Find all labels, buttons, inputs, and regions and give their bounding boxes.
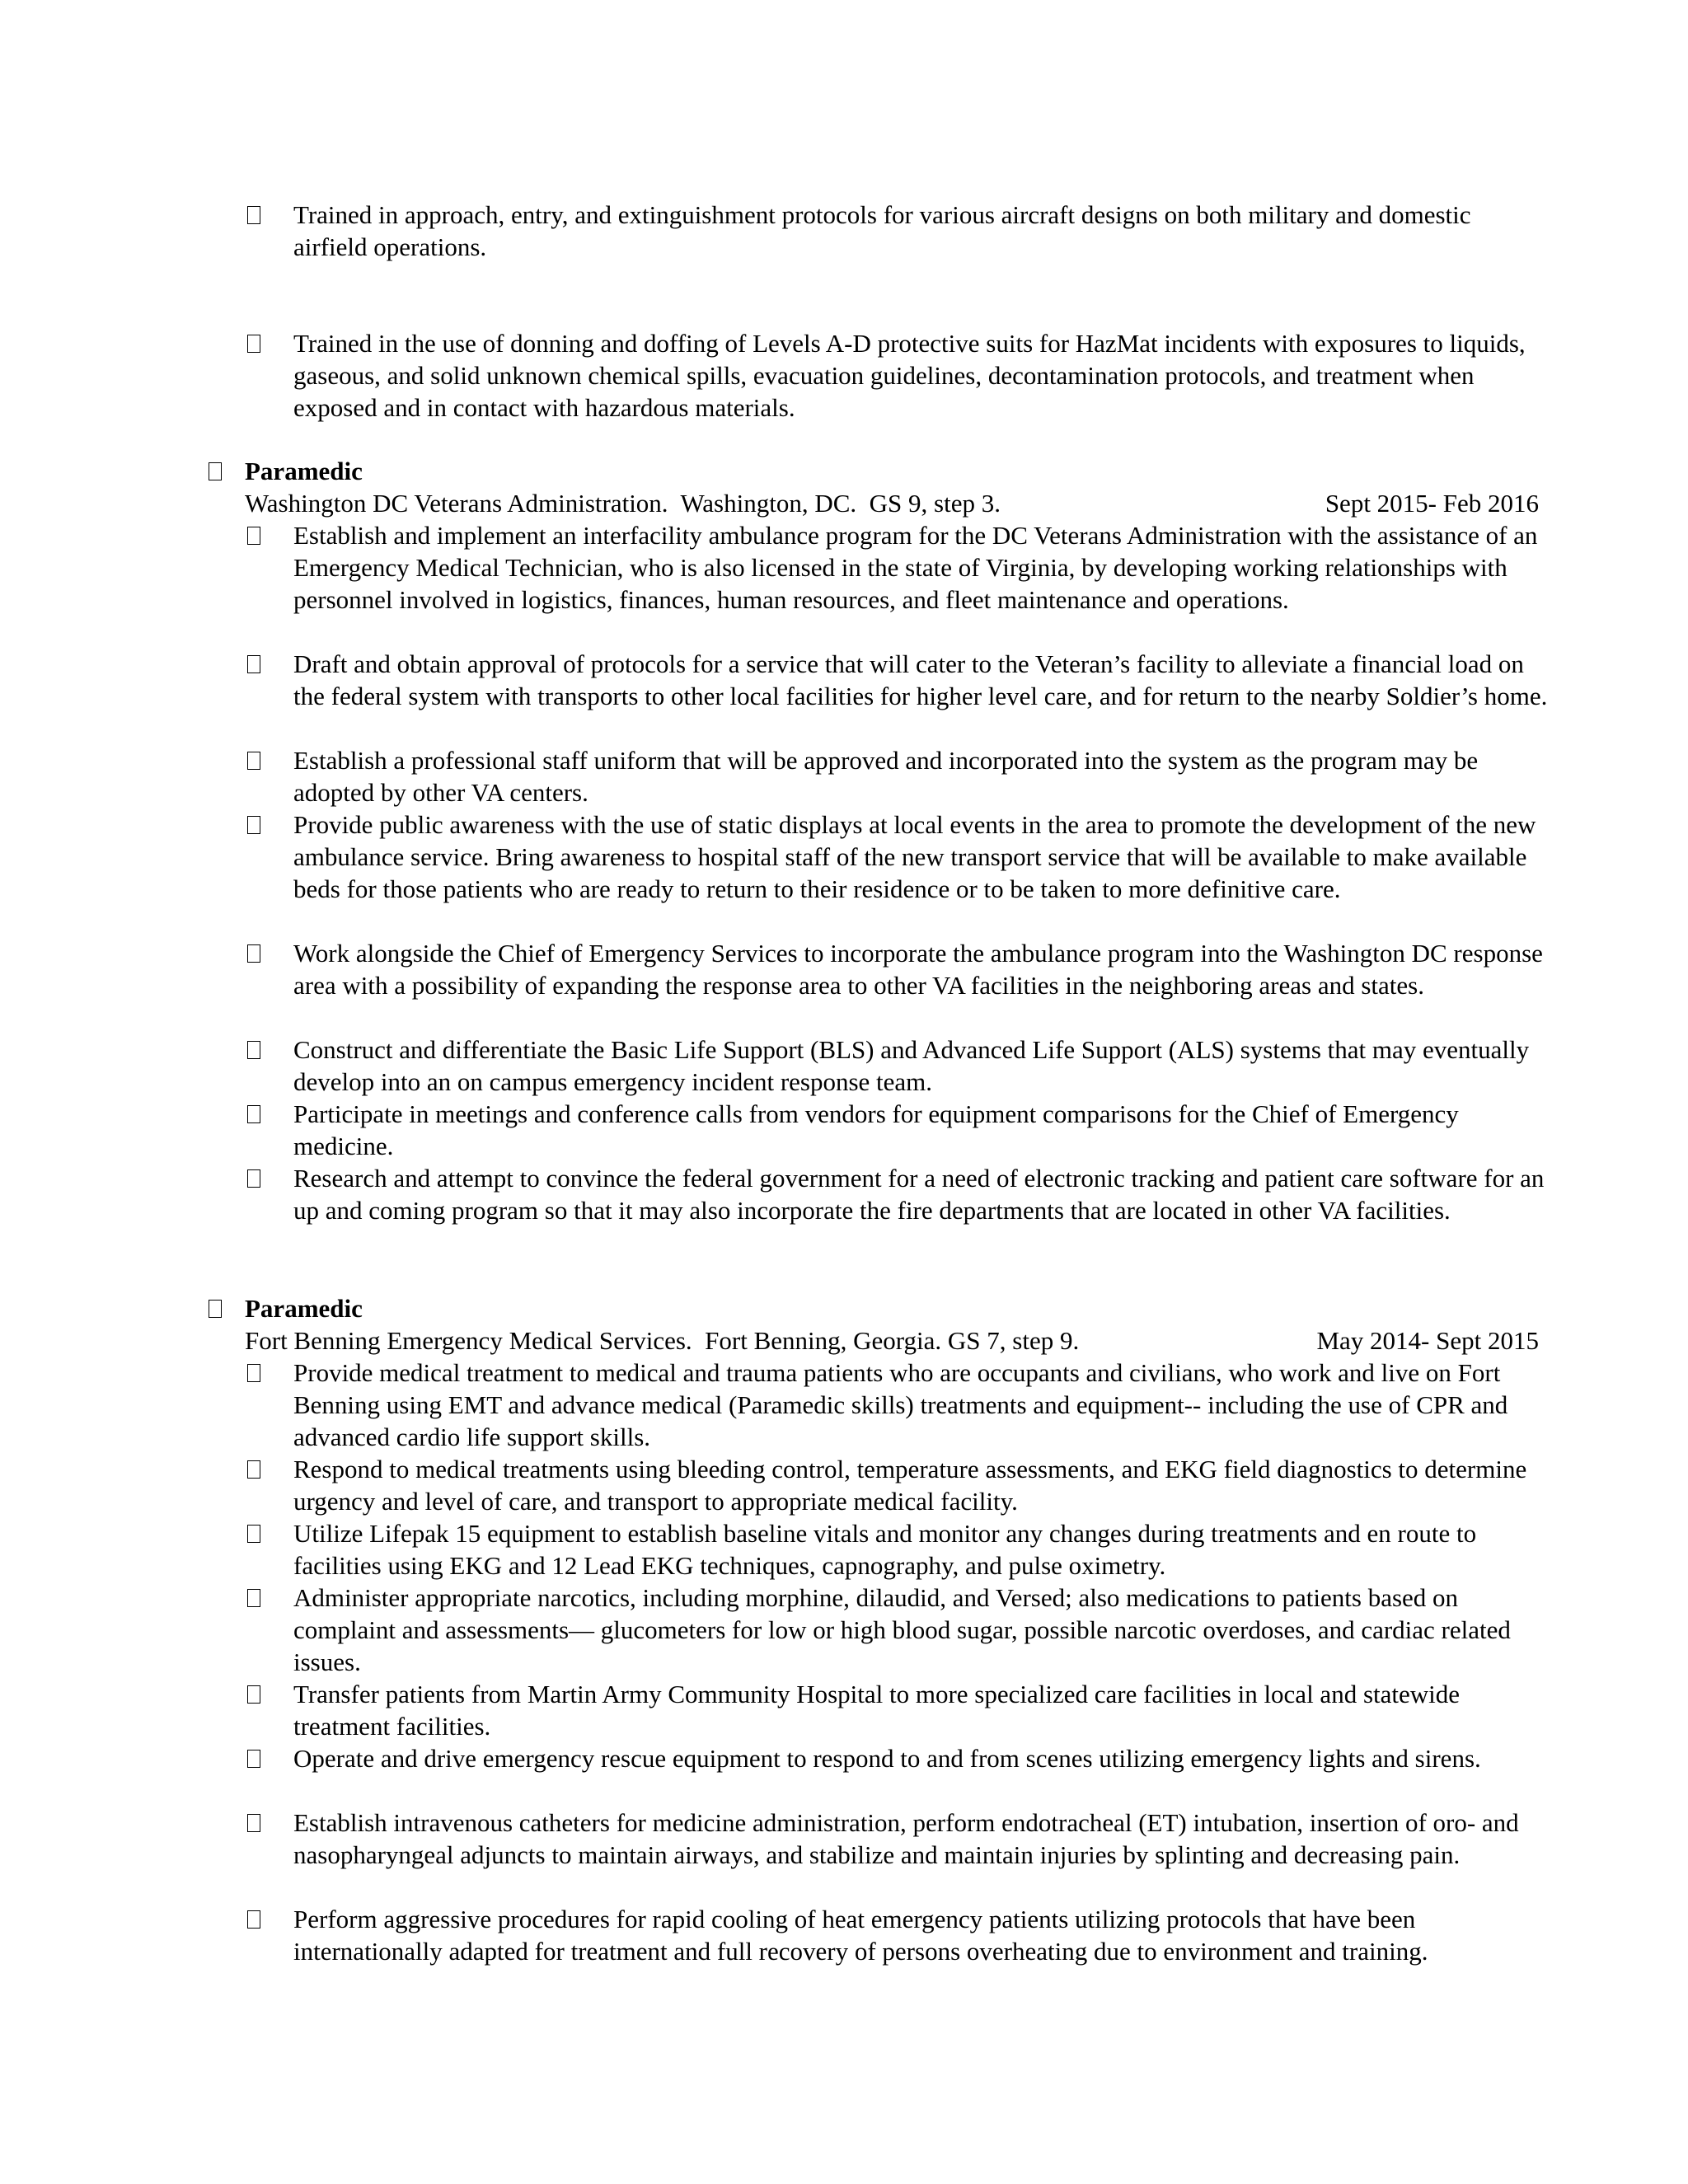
bullet-text: Administer appropriate narcotics, including morphine, dilaudid, and Versed; also medications to patients based on complaint and assessments— glucometers for low or high blood sugar, possible narcotic overdoses, and cardiac related issues. <box>293 1583 1511 1676</box>
bullet-text: Draft and obtain approval of protocols for a service that will cater to the Veteran’s facility to alleviate a financial load on the federal system with transports to other local facilities for higher level care, and for return to the nearby Soldier’s home. <box>293 649 1548 710</box>
list-item <box>247 808 1550 905</box>
list-item <box>247 1098 1550 1162</box>
list-item <box>247 519 1550 616</box>
job-title-row <box>209 1292 1552 1324</box>
employer-text: Washington DC Veterans Administration. Washington, DC. GS 9, step 3. <box>245 489 1001 518</box>
bullet-text: Establish a professional staff uniform that will be approved and incorporated into the system as the program may be adopted by other VA centers. <box>293 746 1479 807</box>
bullet-icon <box>247 944 260 963</box>
list-item <box>247 1678 1550 1742</box>
bullet-icon <box>247 1685 260 1704</box>
list-item <box>247 937 1550 1001</box>
list-item <box>247 1582 1550 1678</box>
bullet-icon <box>247 1364 260 1382</box>
list-item <box>247 327 1550 424</box>
bullet-icon <box>247 527 260 545</box>
list-item <box>247 1453 1550 1517</box>
bullet-icon <box>247 335 260 353</box>
list-item <box>247 1742 1550 1774</box>
list-item <box>247 744 1550 808</box>
bullet-icon <box>247 1460 260 1479</box>
bullet-text: Operate and drive emergency rescue equipment to respond to and from scenes utilizing emergency lights and sirens. <box>293 1744 1481 1773</box>
bullet-icon <box>247 1525 260 1543</box>
list-item <box>247 1903 1550 1967</box>
bullet-icon <box>247 1589 260 1607</box>
bullet-icon <box>247 1041 260 1059</box>
bullet-text: Perform aggressive procedures for rapid cooling of heat emergency patients utilizing protocols that have been internationally adapted for treatment and full recovery of persons overheating due to environment and training. <box>293 1905 1428 1966</box>
job-title: Paramedic <box>245 457 363 485</box>
bullet-text: Transfer patients from Martin Army Community Hospital to more specialized care facilities in local and statewide treatment facilities. <box>293 1680 1461 1741</box>
list-item <box>247 1357 1550 1453</box>
bullet-text: Research and attempt to convince the federal government for a need of electronic tracking and patient care software for an up and coming program so that it may also incorporate the fire departments that are located in other VA facilities. <box>293 1164 1545 1225</box>
list-item <box>247 1162 1550 1226</box>
employer-row <box>245 487 1539 519</box>
bullet-icon <box>247 1910 260 1929</box>
bullet-text: Provide medical treatment to medical and trauma patients who are occupants and civilians, who work and live on Fort Benning using EMT and advance medical (Paramedic skills) treatments and equipment-- including the use of CPR and advanced cardio life support skills. <box>293 1358 1508 1451</box>
list-item <box>247 648 1550 712</box>
bullet-text: Work alongside the Chief of Emergency Services to incorporate the ambulance program into the Washington DC response area with a possibility of expanding the response area to other VA facilities in the neighboring areas and states. <box>293 939 1543 1000</box>
bullet-text: Respond to medical treatments using bleeding control, temperature assessments, and EKG field diagnostics to determine urgency and level of care, and transport to appropriate medical facility. <box>293 1455 1527 1516</box>
bullet-text: Provide public awareness with the use of static displays at local events in the area to promote the development of the new ambulance service. Bring awareness to hospital staff of the new transport service that will be available to make available beds for those patients who are ready to return to their residence or to be taken to more definitive care. <box>293 810 1536 903</box>
employment-dates: Sept 2015- Feb 2016 <box>1325 489 1539 518</box>
employer-text: Fort Benning Emergency Medical Services. Fort Benning, Georgia. GS 7, step 9. <box>245 1326 1080 1355</box>
section-bullet-icon <box>209 462 222 480</box>
bullet-text: Utilize Lifepak 15 equipment to establish baseline vitals and monitor any changes during treatments and en route to facilities using EKG and 12 Lead EKG techniques, capnography, and pulse oximetry. <box>293 1519 1477 1580</box>
bullet-icon <box>247 1169 260 1188</box>
section-bullet-icon <box>209 1300 222 1318</box>
bullet-text: Establish and implement an interfacility ambulance program for the DC Veterans Administration with the assistance of an Emergency Medical Technician, who is also licensed in the state of Virginia, by developing working relationships with personnel involved in logistics, finances, human resources, and fleet maintenance and operations. <box>293 521 1538 614</box>
job-title-row <box>209 455 1552 487</box>
bullet-text: Construct and differentiate the Basic Life Support (BLS) and Advanced Life Support (ALS) systems that may eventually develop into an on campus emergency incident response team. <box>293 1035 1530 1096</box>
employment-dates: May 2014- Sept 2015 <box>1316 1326 1539 1355</box>
list-item <box>247 1517 1550 1582</box>
bullet-icon <box>247 1814 260 1832</box>
bullet-icon <box>247 816 260 834</box>
bullet-icon <box>247 752 260 770</box>
bullet-icon <box>247 1105 260 1123</box>
bullet-text: Trained in the use of donning and doffing of Levels A-D protective suits for HazMat incidents with exposures to liquids, gaseous, and solid unknown chemical spills, evacuation guidelines, decontamination protocols, and treatment when exposed and in contact with hazardous materials. <box>293 329 1526 422</box>
employer-row <box>245 1324 1539 1357</box>
bullet-icon <box>247 206 260 224</box>
bullet-text: Trained in approach, entry, and extinguishment protocols for various aircraft designs on both military and domestic airfield operations. <box>293 200 1471 261</box>
list-item <box>247 1033 1550 1098</box>
bullet-icon <box>247 1750 260 1768</box>
job-title: Paramedic <box>245 1294 363 1323</box>
bullet-text: Participate in meetings and conference calls from vendors for equipment comparisons for the Chief of Emergency medicine. <box>293 1099 1459 1160</box>
list-item <box>247 1807 1550 1871</box>
list-item <box>247 199 1550 263</box>
bullet-icon <box>247 655 260 673</box>
bullet-text: Establish intravenous catheters for medicine administration, perform endotracheal (ET) intubation, insertion of oro- and nasopharyngeal adjuncts to maintain airways, and stabilize and maintain injuries by splinting and decreasing pain. <box>293 1808 1519 1869</box>
